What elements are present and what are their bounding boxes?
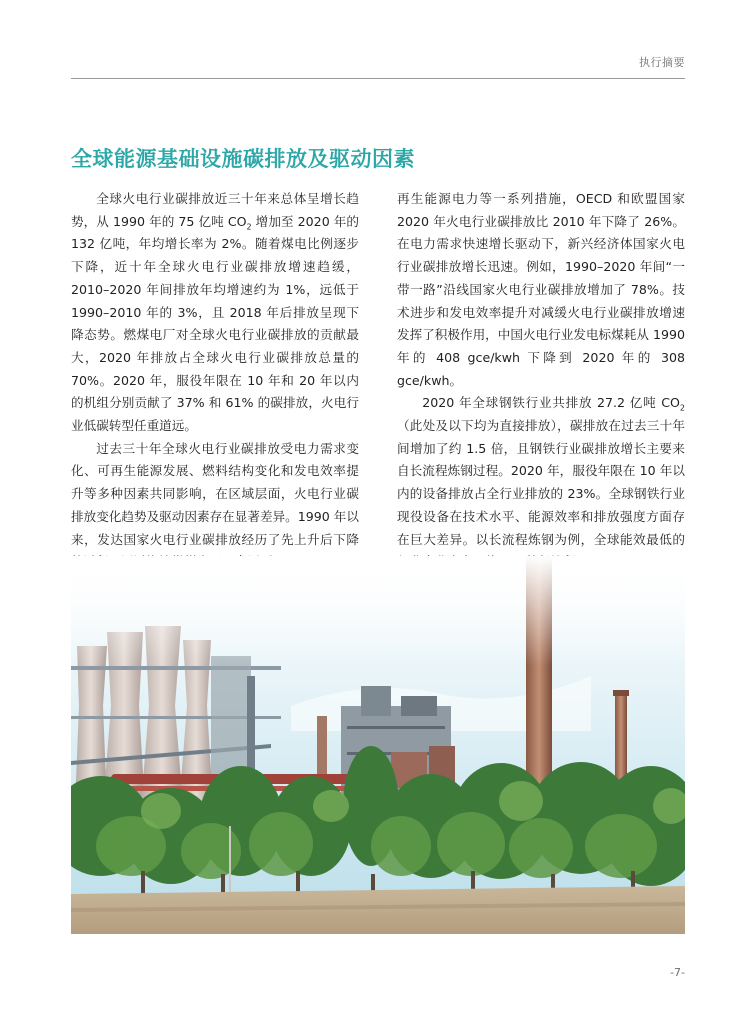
header-divider bbox=[71, 78, 685, 79]
text-column-left bbox=[71, 188, 359, 574]
running-header: 执行摘要 bbox=[639, 56, 685, 69]
text-column-right bbox=[397, 188, 685, 574]
paragraph: 2020 年全球钢铁行业共排放 27.2 亿吨 $CO_2$（此处及以下均为直接排放），碳排放在过去三十年间增加了约 1.5 倍，且钢铁行业碳排放增长主要来自长流程炼钢过程。2020 年，服役年限在 10 年以内的设备排放占全行业排放的 23%。全球钢铁行业现役设备在技术水平、能源效率和排放强度方面存在巨大差异。以长流程炼钢为例，全球能效最低的 bbox=[397, 395, 685, 547]
paragraph: 过去三十年全球火电行业碳排放受电力需求变化、可再生能源发展、燃料结构变化和发电效率提升等多种因素共同影响，在区域层面，火电行业碳排放变化趋势及驱动因素存在显著差异。1990 年以来，发达国家火电行业碳排放经历了先上升后下降 bbox=[71, 440, 359, 547]
page-number: -7- bbox=[670, 966, 685, 979]
steel-plant-photo bbox=[71, 556, 685, 934]
paragraph: 全球火电行业碳排放近三十年来总体呈增长趋势，从 1990 年的 75 亿吨 $CO_2$ 增加至 2020 年的 132 亿吨，年均增长率为 2%。随着煤电比例逐步下降，近十年全球火电行业碳排放增速趋缓，2010–2020 年间排放年均增速约为 1%，远低于 1990–2010 年的 3%，且 2018 年后排放呈现下降态势。燃煤电厂对全球火电行业碳排放的贡献最大，2020 年排放占全球火电行业碳排放总量的 70%。2020 年，服役年限在 10 年和 20 年以内的机组分别贡献了 37% 和 61% 的碳排放，火电行业低碳转型任重道远。 bbox=[71, 191, 359, 434]
section-title: 全球能源基础设施碳排放及驱动因素 bbox=[71, 147, 415, 171]
paragraph-continued: 再生能源电力等一系列措施，OECD 和欧盟国家 2020 年火电行业碳排放比 2010 年下降了 26%。在电力需求快速增长驱动下，新兴经济体国家火电行业碳排放增长迅速。例如，1990–2020 年间“一带一路”沿线国家火电行业碳排放增加了 78%。技术进步和发电效率提升对减缓火电行业碳排放增速发挥了积极作用，中国火电行业发电标煤耗从 1990 年的 408 gce/kwh 下降到 2020 年的 308 gce/kwh。 bbox=[397, 191, 685, 388]
